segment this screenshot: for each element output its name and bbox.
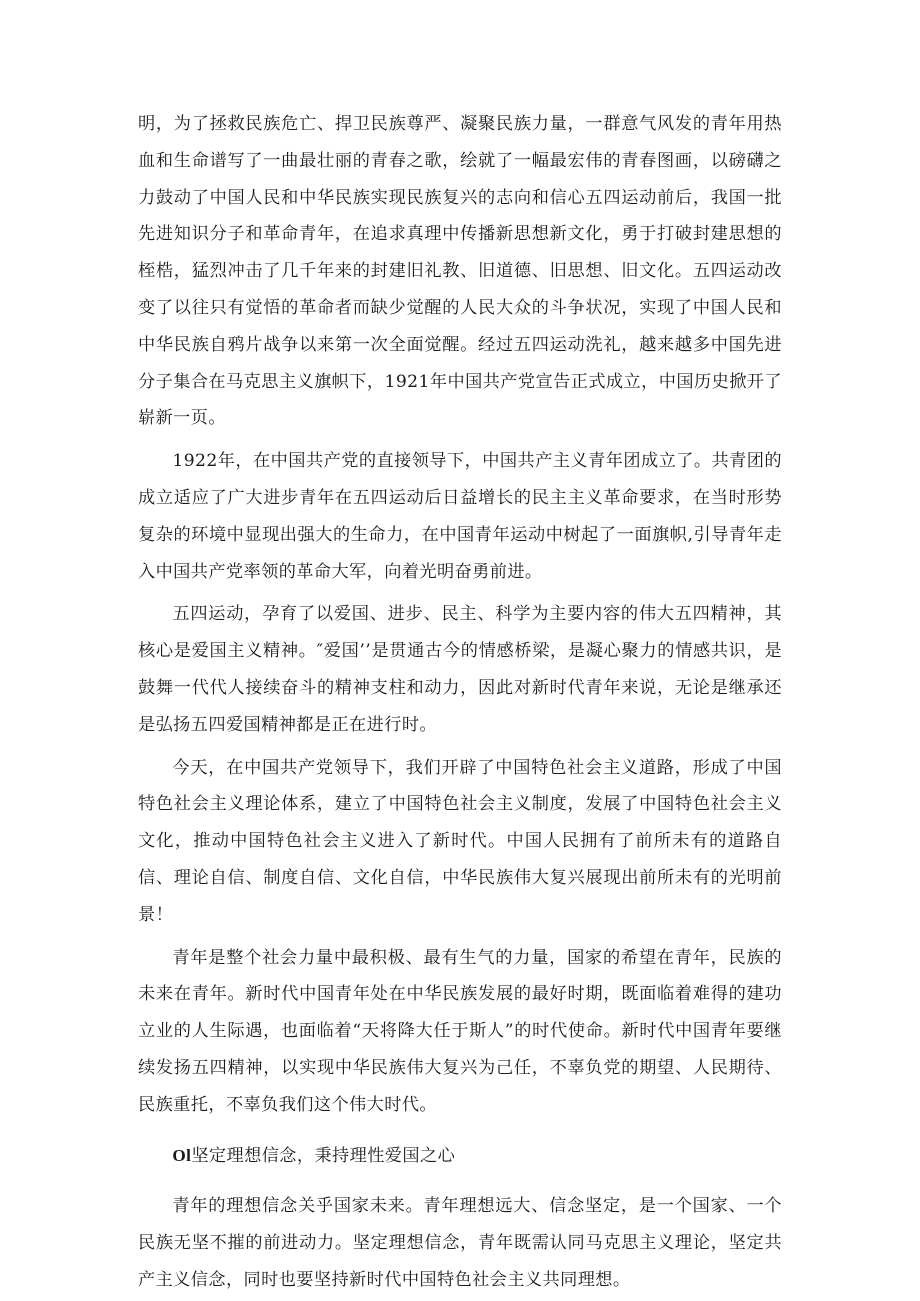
body-paragraph-6: 青年的理想信念关乎国家未来。青年理想远大、信念坚定，是一个国家、一个民族无坚不摧的前进动力。坚定理想信念，青年既需认同马克思主义理论，坚定共产主义信念，同时也要坚持新时代中国特色社会主义共同理想。 (138, 1196, 782, 1290)
body-paragraph-2: 1922年，在中国共产党的直接领导下，中国共产主义青年团成立了。共青团的成立适应了广大进步青年在五四运动后日益增长的民主主义革命要求，在当时形势复杂的环境中显现出强大的生命力，在中国青年运动中树起了一面旗帜,引导青年走入中国共产党率领的革命大军，向着光明奋勇前进。 (138, 451, 782, 582)
body-paragraph-1: 明，为了拯救民族危亡、捍卫民族尊严、凝聚民族力量，一群意气风发的青年用热血和生命谱写了一曲最壮丽的青春之歌，绘就了一幅最宏伟的青春图画，以磅礴之力鼓动了中国人民和中华民族实现民族复兴的志向和信心五四运动前后，我国一批先进知识分子和革命青年，在追求真理中传播新思想新文化，勇于打破封建思想的桎梏，猛烈冲击了几千年来的封建旧礼教、旧道德、旧思想、旧文化。五四运动改变了以往只有觉悟的革命者而缺少觉醒的人民大众的斗争状况，实现了中国人民和中华民族自鸦片战争以来第一次全面觉醒。经过五四运动洗礼，越来越多中国先进分子集合在马克思主义旗帜下，1921年中国共产党宣告正式成立，中国历史掀开了崭新一页。 (138, 114, 782, 429)
body-paragraph-4: 今天，在中国共产党领导下，我们开辟了中国特色社会主义道路，形成了中国特色社会主义理论体系，建立了中国特色社会主义制度，发展了中国特色社会主义文化，推动中国特色社会主义进入了新时代。中国人民拥有了前所未有的道路自信、理论自信、制度自信、文化自信，中华民族伟大复兴展现出前所未有的光明前景！ (138, 757, 782, 925)
body-paragraph-3: 五四运动，孕育了以爱国、进步、民主、科学为主要内容的伟大五四精神，其核心是爱国主义精神。″爱国’’是贯通古今的情感桥梁，是凝心聚力的情感共识，是鼓舞一代代人接续奋斗的精神支柱和动力，因此对新时代青年来说，无论是继承还是弘扬五四爱国精神都是正在进行时。 (138, 604, 782, 735)
section-heading-number: Ol (172, 1145, 192, 1165)
section-heading-text: 坚定理想信念，秉持理性爱国之心 (191, 1145, 456, 1166)
body-paragraph-5: 青年是整个社会力量中最积极、最有生气的力量，国家的希望在青年，民族的未来在青年。新时代中国青年处在中华民族发展的最好时期，既面临着难得的建功立业的人生际遇，也面临着“天将降大任于斯人”的时代使命。新时代中国青年要继续发扬五四精神，以实现中华民族伟大复兴为己任，不辜负党的期望、人民期待、民族重托，不辜负我们这个伟大时代。 (138, 947, 782, 1115)
document-page (138, 106, 782, 1299)
section-heading (138, 1138, 782, 1175)
